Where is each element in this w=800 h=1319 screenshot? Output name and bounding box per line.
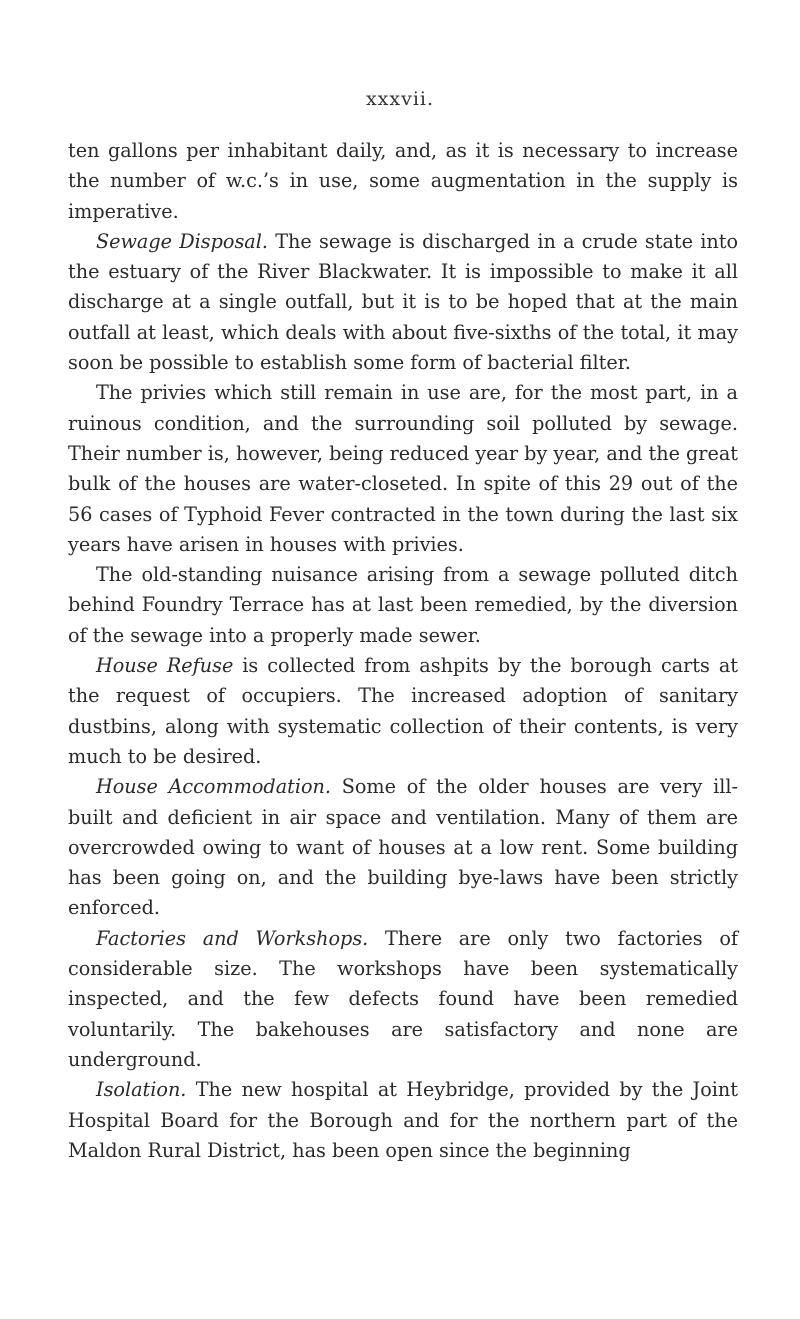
- section-heading-sewage-disposal: Sewage Disposal.: [96, 229, 268, 253]
- body-text: [68, 136, 738, 1166]
- paragraph-factories-workshops: [68, 924, 738, 1075]
- paragraph-text: The privies which still remain in use are, for the most part, in a ruinous condition, and the surrounding soil polluted by sewage. Their number is, however, being reduced year by year, and the great bulk of the houses are water-closeted. In spite of this 29 out of the 56 cases of Typhoid Fever contracted in the town during the last six years have arisen in houses with privies.: [68, 381, 738, 556]
- paragraph-text: Some of the older houses are very ill-built and deficient in air space and ventilation. Many of them are overcrowded owing to want of houses at a low rent. Some building has been going on, and the building bye-laws have been strictly enforced.: [68, 775, 738, 920]
- section-heading-house-accommodation: House Accommodation.: [96, 775, 331, 799]
- paragraph-house-refuse: [68, 651, 738, 772]
- paragraph-text: The new hospital at Heybridge, provided by the Joint Hospital Board for the Borough and for the northern part of the Maldon Rural District, has been open since the beginning: [68, 1078, 738, 1162]
- page-number: xxxvii.: [365, 88, 435, 110]
- paragraph-water-supply: [68, 136, 738, 227]
- paragraph-text: ten gallons per inhabitant daily, and, as it is necessary to increase the number of w.c.’s in use, some augmentation in the supply is imperative.: [68, 139, 738, 223]
- paragraph-text: The sewage is discharged in a crude state into the estuary of the River Blackwater. It is impossible to make it all discharge at a single outfall, but it is to be hoped that at the main outfall at least, which deals with about five-sixths of the total, it may soon be possible to establish some form of bacterial filter.: [68, 229, 738, 375]
- paragraph-foundry-terrace: [68, 560, 738, 651]
- paragraph-sewage-disposal: [68, 227, 738, 378]
- paragraph-text: There are only two factories of considerable size. The workshops have been systematically inspected, and the few defects found have been remedied voluntarily. The bakehouses are satisfactory and none are underground.: [68, 926, 738, 1071]
- section-heading-factories-workshops: Factories and Workshops.: [96, 926, 369, 950]
- section-heading-isolation: Isolation.: [96, 1078, 187, 1102]
- paragraph-house-accommodation: [68, 772, 738, 923]
- paragraph-text: The old-standing nuisance arising from a sewage polluted ditch behind Foundry Terrace has at last been remedied, by the diversion of the sewage into a properly made sewer.: [68, 563, 738, 647]
- paragraph-privies: [68, 378, 738, 560]
- paragraph-text: is collected from ashpits by the borough carts at the request of occupiers. The increased adoption of sanitary dustbins, along with systematic collection of their contents, is very much to be desired.: [68, 654, 739, 768]
- section-heading-house-refuse: House Refuse: [96, 654, 234, 678]
- paragraph-isolation: [68, 1075, 738, 1166]
